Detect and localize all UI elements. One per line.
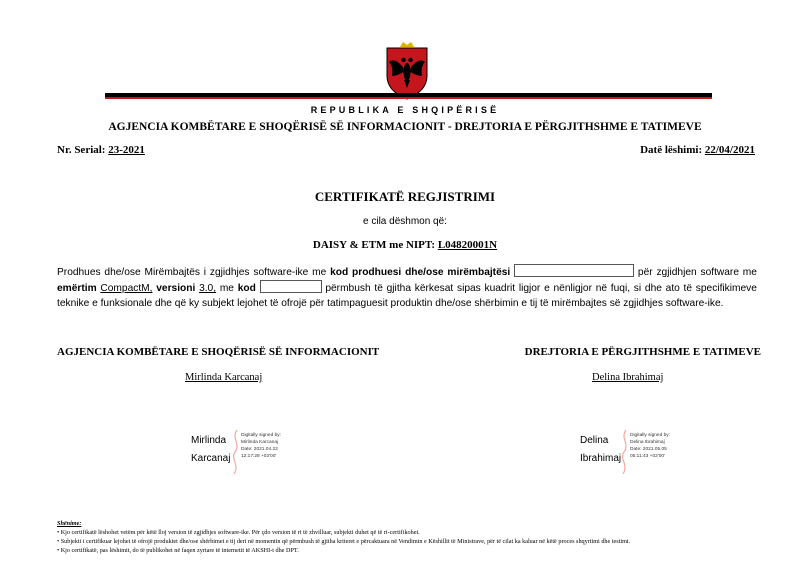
serial-number xyxy=(57,144,145,156)
software-version: 3.0, xyxy=(199,283,217,295)
redacted-code-box xyxy=(260,280,322,293)
left-signature-first-name: Mirlinda xyxy=(191,435,227,446)
body-text-4: përmbush të gjitha kërkesat sipas kuadrit ligjor e nënligjor në fuqi, si dhe ato të specifikimeve teknike e funksionale dhe që ky subjekt lejohet të ofrojë për tatimpaguesit produktin dhe/ose shërbimin e tij të mirëmbajtes së zgjidhjes software-ike. xyxy=(57,283,757,309)
right-digital-signed-by: Digitally signed by: xyxy=(630,433,670,438)
subject-prefix: DAISY & ETM me NIPT: xyxy=(312,239,436,251)
note-item: • Kjo certifikatë lëshohet vetëm për këtë lloj version të zgjidhjes software-ike. Për çdo version të ri të zhvilluar, subjekti duhet që të ri-certifikohet. xyxy=(57,529,420,536)
left-digital-name: Mirlinda Karcanaj xyxy=(241,440,279,445)
certificate-subtitle: e cila dëshmon që: xyxy=(363,216,447,227)
certificate-body xyxy=(57,264,757,311)
left-digital-time: 12:17:28 +02'00' xyxy=(241,454,277,459)
notes-title: Shënime: xyxy=(57,520,82,527)
left-digital-date: Date: 2021.04.22 xyxy=(241,447,278,452)
header-red-rule xyxy=(105,97,712,99)
right-digital-time: 05:11:43 +02'00' xyxy=(630,454,665,459)
body-text-2: për zgjidhjen software me xyxy=(637,267,757,278)
note-item: • Kjo certifikatë, pas lëshimit, do të publikohet në faqen zyrtare të internetit të AKSHI-t dhe DPT. xyxy=(57,547,299,554)
issue-date-value: 22/04/2021 xyxy=(704,144,755,156)
albania-emblem-icon xyxy=(384,38,430,100)
body-bold-4: kod xyxy=(237,283,256,295)
issue-date-label: Datë lëshimi: xyxy=(640,144,703,156)
body-text-3: me xyxy=(219,283,234,295)
certificate-subject xyxy=(0,239,810,251)
country-name: REPUBLIKA E SHQIPËRISË xyxy=(310,105,500,115)
right-signer-name: Delina Ibrahimaj xyxy=(592,372,664,383)
agency-title: AGJENCIA KOMBËTARE E SHOQËRISË SË INFORMACIONIT - DREJTORIA E PËRGJITHSHME E TATIMEVE xyxy=(108,121,702,133)
right-signature-first-name: Delina xyxy=(580,435,609,446)
software-name: CompactM, xyxy=(100,283,153,295)
notes-section xyxy=(57,519,767,555)
right-digital-signature xyxy=(580,432,700,482)
body-bold-1: kod prodhuesi dhe/ose mirëmbajtësi xyxy=(330,267,511,278)
body-bold-3: versioni xyxy=(156,283,196,295)
left-signature-last-name: Karcanaj xyxy=(191,453,231,464)
right-digital-name: Delina Ibrahimaj xyxy=(630,440,665,445)
subject-nipt: L04820001N xyxy=(437,239,498,251)
right-signature-last-name: Ibrahimaj xyxy=(580,453,622,464)
body-text-1: Prodhues dhe/ose Mirëmbajtës i zgjidhjes software-ike me xyxy=(57,267,327,278)
serial-label: Nr. Serial: xyxy=(57,144,106,156)
body-bold-2: emërtim xyxy=(57,283,97,295)
certificate-title: CERTIFIKATË REGJISTRIMI xyxy=(314,189,496,204)
left-agency-name: AGJENCIA KOMBËTARE E SHOQËRISË SË INFORMACIONIT xyxy=(57,346,380,358)
serial-value: 23-2021 xyxy=(108,144,145,156)
right-agency-name: DREJTORIA E PËRGJITHSHME E TATIMEVE xyxy=(524,346,761,358)
left-digital-signed-by: Digitally signed by: xyxy=(241,433,281,438)
left-digital-signature xyxy=(191,432,311,482)
issue-date xyxy=(640,144,755,156)
redacted-producer-code-box xyxy=(514,264,634,277)
left-signer-name: Mirlinda Karcanaj xyxy=(185,372,263,383)
note-item: • Subjekti i certifikuar lejohet të ofrojë produktet dhe/ose shërbimet e tij deri në momentin që përmbush të gjitha kriteret e përcaktuara në Vendimin e Këshillit të Ministrave, për të cilat ka kaluar në këtë proces shqyrtimi dhe testimi. xyxy=(57,538,631,545)
right-digital-date: Date: 2021.05.05 xyxy=(630,447,667,452)
